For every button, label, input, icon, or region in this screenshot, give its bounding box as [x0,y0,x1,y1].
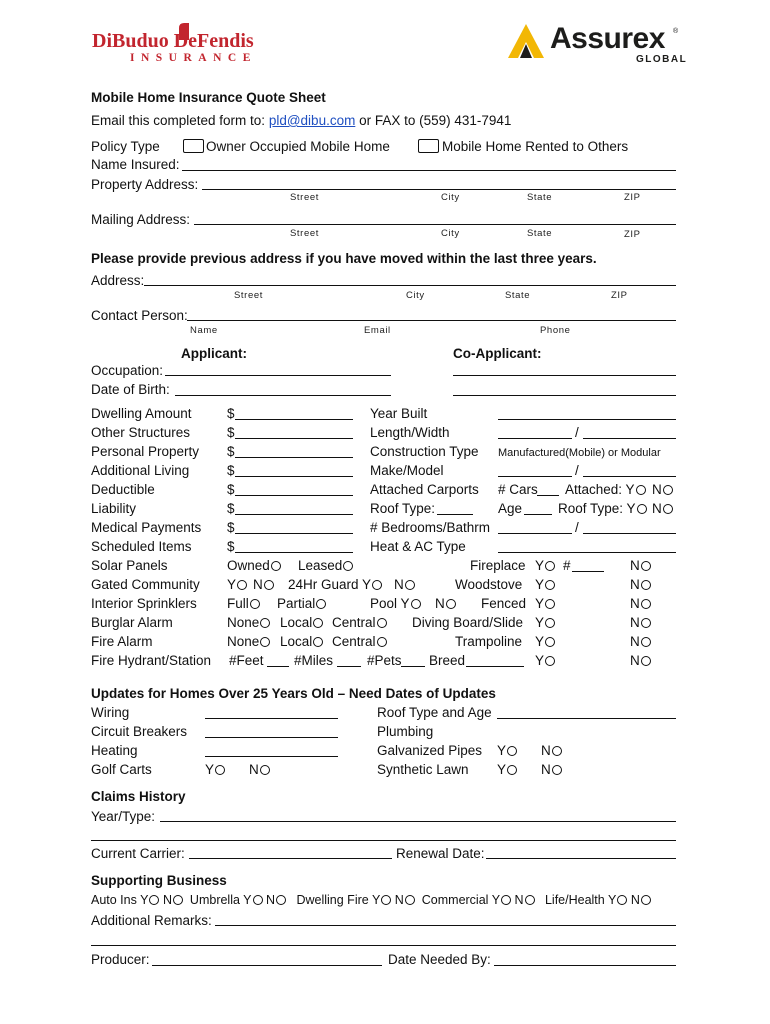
liability-field[interactable] [235,514,353,515]
gated-community-label: Gated Community [91,577,200,592]
gated-yes-label: Y [227,577,237,592]
solar-panels-label: Solar Panels [91,558,168,573]
fire-hydrant-label: Fire Hydrant/Station [91,653,212,668]
fire-none-option[interactable] [227,634,270,650]
guard-yes-option[interactable] [288,577,382,593]
radio-icon[interactable] [545,599,555,609]
woodstove-no-label: N [630,577,640,592]
diving-board-no-label: N [630,615,640,630]
prev-street-caption: Street [234,290,263,301]
burglar-alarm-label: Burglar Alarm [91,615,173,630]
updates-heading: Updates for Homes Over 25 Years Old – Need Dates of Updates [91,686,496,701]
trampoline-no-label: N [630,634,640,649]
current-carrier-label: Current Carrier: [91,846,185,861]
trampoline-yes-label: Y [535,634,545,649]
dollar-sign: $ [227,482,235,497]
guard-yes-label: 24Hr Guard Y [288,577,372,592]
dob-label: Date of Birth: [91,382,170,397]
supporting-heading: Supporting Business [91,873,227,888]
woodstove-label: Woodstove [455,577,523,592]
occupation-label: Occupation: [91,363,164,378]
radio-icon[interactable] [173,895,183,905]
rented-to-others-checkbox[interactable] [418,139,439,153]
pets-yes-option[interactable] [535,653,555,669]
coverage-label: Dwelling Amount [91,406,192,421]
fireplace-count-field[interactable] [572,571,604,572]
radio-icon[interactable] [552,746,562,756]
attached-yes-option[interactable] [565,482,646,498]
radio-icon[interactable] [552,765,562,775]
property-city-caption: City [441,192,460,203]
dwelling-fire-no-label: N [394,893,404,907]
gated-no-option[interactable] [253,577,274,593]
remarks-extra-line[interactable] [91,945,676,946]
dwelling-amount-field[interactable] [235,419,353,420]
age-field[interactable] [524,514,552,515]
dwelling-fire-no-option[interactable] [395,893,415,907]
radio-icon[interactable] [545,618,555,628]
scheduled-items-field[interactable] [235,552,353,553]
other-structures-field[interactable] [235,438,353,439]
cars-label: # Cars [498,482,538,497]
auto-yes-option[interactable] [91,893,159,907]
mailing-zip-caption: ZIP [624,229,641,240]
commercial-no-option[interactable] [515,893,535,907]
coverage-label: Medical Payments [91,520,202,535]
radio-icon[interactable] [264,580,274,590]
deductible-field[interactable] [235,495,353,496]
coverage-label: Other Structures [91,425,191,440]
dibuduo-logo-sub: INSURANCE [130,52,257,64]
mailing-city-caption: City [441,228,460,239]
burglar-none-option[interactable] [227,615,270,631]
sprinklers-partial-label: Partial [277,596,316,611]
breed-field[interactable] [466,666,524,667]
email-suffix: or FAX to (559) 431-7941 [355,113,512,128]
lawn-yes-option[interactable] [497,762,517,778]
burglar-local-label: Local [280,615,313,630]
radio-icon[interactable] [372,580,382,590]
length-field[interactable] [498,438,572,439]
current-carrier-field[interactable] [189,858,392,859]
gated-yes-option[interactable] [227,577,247,593]
roof-type-yes-label: Roof Type: Y [558,501,636,516]
radio-icon[interactable] [411,599,421,609]
radio-icon[interactable] [663,485,673,495]
radio-icon[interactable] [641,599,651,609]
length-width-label: Length/Width [370,425,450,440]
woodstove-no-option[interactable] [630,577,651,593]
radio-icon[interactable] [405,580,415,590]
applicant-occupation-field[interactable] [165,375,391,376]
property-address-label: Property Address: [91,177,199,192]
email-link[interactable]: pld@dibu.com [268,113,356,128]
name-insured-field[interactable] [182,170,676,171]
attached-no-option[interactable] [652,482,673,498]
golf-carts-label: Golf Carts [91,762,152,777]
solar-owned-option[interactable] [227,558,281,574]
fire-central-option[interactable] [332,634,387,650]
date-needed-label: Date Needed By: [388,952,491,967]
golf-yes-option[interactable] [205,762,225,778]
dibuduo-logo [92,22,292,66]
auto-yes-label: Auto Ins Y [91,893,149,907]
mailing-street-caption: Street [290,228,319,239]
email-instruction [91,113,511,129]
cars-field[interactable] [537,495,559,496]
previous-address-heading: Please provide previous address if you have moved within the last three years. [91,251,597,266]
prev-zip-caption: ZIP [611,290,628,301]
radio-icon[interactable] [641,656,651,666]
fireplace-no-label: N [630,558,640,573]
breed-label: Breed [429,653,466,668]
trampoline-label: Trampoline [455,634,523,649]
fire-local-option[interactable] [280,634,323,650]
supporting-row [91,893,651,907]
age-label: Age [498,501,523,516]
fenced-yes-option[interactable] [535,596,555,612]
trampoline-yes-option[interactable] [535,634,555,650]
commercial-no-label: N [514,893,524,907]
additional-remarks-label: Additional Remarks: [91,913,212,928]
miles-label: #Miles [294,653,334,668]
property-zip-caption: ZIP [624,192,641,203]
woodstove-yes-label: Y [535,577,545,592]
rented-to-others-label: Mobile Home Rented to Others [442,139,629,154]
producer-label: Producer: [91,952,150,967]
fire-central-label: Central [332,634,376,649]
golf-no-option[interactable] [249,762,270,778]
pets-field[interactable] [401,666,425,667]
coverage-label: Liability [91,501,137,516]
lawn-no-option[interactable] [541,762,562,778]
attached-yes-label: Attached: Y [565,482,635,497]
additional-remarks-field[interactable] [215,925,676,926]
diving-board-yes-option[interactable] [535,615,555,631]
solar-owned-label: Owned [227,558,270,573]
date-needed-field[interactable] [494,965,676,966]
fireplace-label: Fireplace [470,558,526,573]
property-street-caption: Street [290,192,319,203]
assurex-logo-text: Assurex [550,22,665,55]
assurex-logo [506,20,686,66]
radio-icon[interactable] [237,580,247,590]
pool-no-label: N [435,596,445,611]
renewal-date-label: Renewal Date: [396,846,485,861]
fireplace-count-label: # [563,558,571,573]
heating-field[interactable] [205,756,338,757]
umbrella-no-label: N [266,893,276,907]
radio-icon[interactable] [545,580,555,590]
contact-person-label: Contact Person: [91,308,188,323]
year-type-field[interactable] [160,821,676,822]
sprinklers-partial-option[interactable] [277,596,326,612]
construction-type-hint: Manufactured(Mobile) or Modular [498,447,661,459]
lawn-no-label: N [541,762,551,777]
radio-icon[interactable] [215,765,225,775]
radio-icon[interactable] [507,765,517,775]
solar-leased-label: Leased [298,558,343,573]
year-built-field[interactable] [498,419,676,420]
feet-label: #Feet [229,653,264,668]
radio-icon[interactable] [641,618,651,628]
radio-icon[interactable] [381,895,391,905]
umbrella-yes-label: Umbrella Y [189,893,252,907]
producer-field[interactable] [152,965,382,966]
galvanized-no-label: N [541,743,551,758]
radio-icon[interactable] [545,656,555,666]
dollar-sign: $ [227,444,235,459]
assurex-tm: ® [673,28,679,35]
length-width-slash: / [575,425,579,440]
attached-carports-label: Attached Carports [370,482,479,497]
commercial-yes-label: Commercial Y [421,893,501,907]
radio-icon[interactable] [276,895,286,905]
radio-icon[interactable] [260,637,270,647]
pool-yes-label: Pool Y [370,596,410,611]
owner-occupied-label: Owner Occupied Mobile Home [206,139,390,154]
make-field[interactable] [498,476,572,477]
solar-leased-option[interactable] [298,558,353,574]
circuit-breakers-field[interactable] [205,737,338,738]
miles-field[interactable] [337,666,361,667]
radio-icon[interactable] [617,895,627,905]
dollar-sign: $ [227,539,235,554]
previous-address-field[interactable] [144,285,676,286]
radio-icon[interactable] [377,637,387,647]
prev-city-caption: City [406,290,425,301]
umbrella-no-option[interactable] [266,893,286,907]
radio-icon[interactable] [637,504,647,514]
commercial-yes-option[interactable] [422,893,511,907]
prev-state-caption: State [505,290,531,301]
synthetic-lawn-label: Synthetic Lawn [377,762,469,777]
burglar-central-option[interactable] [332,615,387,631]
model-field[interactable] [583,476,676,477]
guard-no-label: N [394,577,404,592]
applicant-dob-field[interactable] [175,395,391,396]
radio-icon[interactable] [525,895,535,905]
trampoline-no-option[interactable] [630,634,651,650]
radio-icon[interactable] [501,895,511,905]
wiring-field[interactable] [205,718,338,719]
contact-email-caption: Email [364,325,391,336]
woodstove-yes-option[interactable] [535,577,555,593]
fire-alarm-label: Fire Alarm [91,634,153,649]
radio-icon[interactable] [271,561,281,571]
dollar-sign: $ [227,520,235,535]
width-field[interactable] [583,438,676,439]
pets-label: #Pets [367,653,402,668]
umbrella-yes-option[interactable] [190,893,263,907]
dollar-sign: $ [227,501,235,516]
circuit-breakers-label: Circuit Breakers [91,724,188,739]
pool-yes-option[interactable] [370,596,421,612]
fire-local-label: Local [280,634,313,649]
gated-no-label: N [253,577,263,592]
dollar-sign: $ [227,425,235,440]
plumbing-label: Plumbing [377,724,434,739]
sprinklers-full-option[interactable] [227,596,260,612]
owner-occupied-checkbox[interactable] [183,139,204,153]
galvanized-yes-option[interactable] [497,743,517,759]
claims-heading: Claims History [91,789,186,804]
dollar-sign: $ [227,406,235,421]
coverage-label: Personal Property [91,444,200,459]
auto-no-label: N [162,893,172,907]
personal-property-field[interactable] [235,457,353,458]
radio-icon[interactable] [313,637,323,647]
feet-field[interactable] [267,666,289,667]
fenced-no-label: N [630,596,640,611]
mailing-address-field[interactable] [194,224,676,225]
radio-icon[interactable] [343,561,353,571]
wiring-label: Wiring [91,705,130,720]
contact-person-field[interactable] [187,320,676,321]
diving-board-yes-label: Y [535,615,545,630]
co-applicant-occupation-field[interactable] [453,375,676,376]
galvanized-pipes-label: Galvanized Pipes [377,743,483,758]
radio-icon[interactable] [250,599,260,609]
burglar-local-option[interactable] [280,615,323,631]
email-prefix: Email this completed form to: [91,113,269,128]
golf-yes-label: Y [205,762,215,777]
radio-icon[interactable] [260,618,270,628]
roof-type-label: Roof Type: [370,501,436,516]
fenced-no-option[interactable] [630,596,651,612]
roof-type-field[interactable] [437,514,473,515]
heat-ac-label: Heat & AC Type [370,539,466,554]
mailing-address-label: Mailing Address: [91,212,191,227]
pets-no-label: N [630,653,640,668]
radio-icon[interactable] [313,618,323,628]
heat-ac-field[interactable] [498,552,676,553]
radio-icon[interactable] [377,618,387,628]
dollar-sign: $ [227,463,235,478]
heating-label: Heating [91,743,138,758]
bedrooms-slash: / [575,520,579,535]
life-health-yes-label: Life/Health Y [544,893,617,907]
pool-no-option[interactable] [435,596,456,612]
diving-board-label: Diving Board/Slide [412,615,524,630]
additional-living-field[interactable] [235,476,353,477]
assurex-mark-icon [506,22,546,60]
golf-no-label: N [249,762,259,777]
make-model-label: Make/Model [370,463,444,478]
radio-icon[interactable] [641,561,651,571]
coverage-label: Deductible [91,482,155,497]
renewal-date-field[interactable] [486,858,676,859]
radio-icon[interactable] [260,765,270,775]
dibuduo-logo-text: DiBuduo DeFendis [92,30,254,52]
radio-icon[interactable] [663,504,673,514]
roof-type-no-option[interactable] [652,501,673,517]
medical-payments-field[interactable] [235,533,353,534]
contact-phone-caption: Phone [540,325,571,336]
pets-no-option[interactable] [630,653,651,669]
radio-icon[interactable] [641,580,651,590]
auto-no-option[interactable] [163,893,183,907]
bedrooms-label: # Bedrooms/Bathrm [370,520,491,535]
dwelling-fire-yes-option[interactable] [296,893,391,907]
radio-icon[interactable] [641,637,651,647]
property-address-field[interactable] [202,189,676,190]
fire-none-label: None [227,634,260,649]
policy-type-label: Policy Type [91,139,160,154]
diving-board-no-option[interactable] [630,615,651,631]
year-type-label: Year/Type: [91,809,156,824]
radio-icon[interactable] [316,599,326,609]
applicant-heading: Applicant: [181,346,247,361]
roof-type-age-field[interactable] [497,718,676,719]
contact-name-caption: Name [190,325,218,336]
mailing-state-caption: State [527,228,553,239]
galvanized-yes-label: Y [497,743,507,758]
co-applicant-heading: Co-Applicant: [453,346,542,361]
fireplace-yes-option[interactable] [535,558,555,574]
life-health-no-option[interactable] [631,893,651,907]
dwelling-fire-yes-label: Dwelling Fire Y [296,893,381,907]
year-built-label: Year Built [370,406,428,421]
roof-type-yes-option[interactable] [558,501,647,517]
bathrooms-field[interactable] [583,533,676,534]
fenced-yes-label: Y [535,596,545,611]
coverage-label: Scheduled Items [91,539,192,554]
form-title: Mobile Home Insurance Quote Sheet [91,90,326,105]
construction-type-label: Construction Type [370,444,479,459]
assurex-logo-sub: GLOBAL [636,54,688,65]
fireplace-no-option[interactable] [630,558,651,574]
roof-type-no-label: N [652,501,662,516]
life-health-no-label: N [630,893,640,907]
galvanized-no-option[interactable] [541,743,562,759]
bedrooms-field[interactable] [498,533,572,534]
pets-yes-label: Y [535,653,545,668]
radio-icon[interactable] [507,746,517,756]
roof-type-age-label: Roof Type and Age [377,705,492,720]
sprinklers-full-label: Full [227,596,249,611]
guard-no-option[interactable] [394,577,415,593]
attached-no-label: N [652,482,662,497]
interior-sprinklers-label: Interior Sprinklers [91,596,197,611]
property-state-caption: State [527,192,553,203]
life-health-yes-option[interactable] [545,893,627,907]
radio-icon[interactable] [405,895,415,905]
name-insured-label: Name Insured: [91,157,180,172]
fireplace-yes-label: Y [535,558,545,573]
coverage-label: Additional Living [91,463,190,478]
previous-address-label: Address: [91,273,145,288]
co-applicant-dob-field[interactable] [453,395,676,396]
radio-icon[interactable] [641,895,651,905]
radio-icon[interactable] [149,895,159,905]
burglar-none-label: None [227,615,260,630]
radio-icon[interactable] [545,561,555,571]
radio-icon[interactable] [636,485,646,495]
radio-icon[interactable] [253,895,263,905]
radio-icon[interactable] [545,637,555,647]
make-model-slash: / [575,463,579,478]
burglar-central-label: Central [332,615,376,630]
radio-icon[interactable] [446,599,456,609]
fenced-label: Fenced [481,596,527,611]
lawn-yes-label: Y [497,762,507,777]
claims-extra-line[interactable] [91,840,676,841]
